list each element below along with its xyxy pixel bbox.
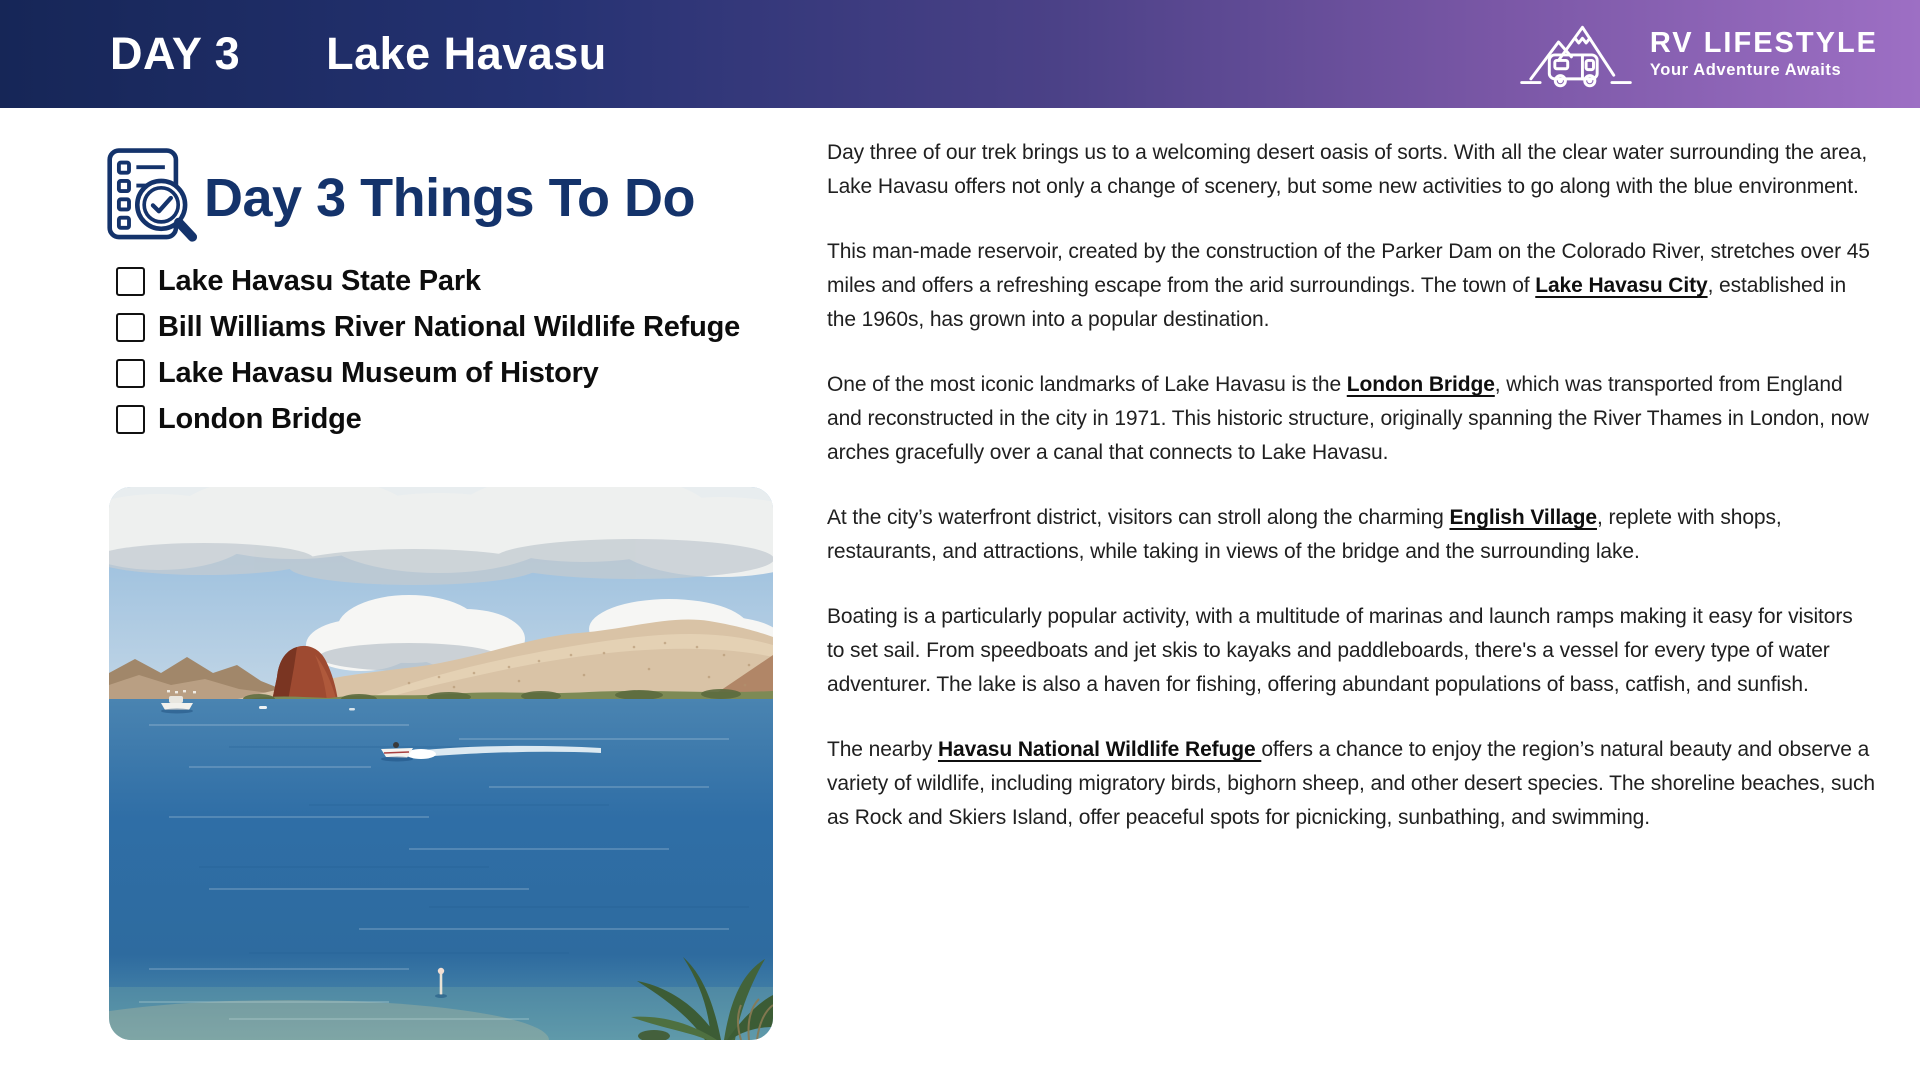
day-label: DAY 3 [110,28,241,79]
paragraph: Day three of our trek brings us to a welcoming desert oasis of sorts. With all the clear water surrounding the area, Lake Havasu offers not only a change of scenery, but some new activities to go along with the blue environment. [827,141,1868,198]
page-title: Day 3 Things To Do [204,167,696,228]
article [827,136,1875,866]
logo-text [1650,28,1878,80]
paragraph: This man-made reservoir, created by the construction of the Parker Dam on the Colorado River, stretches over 45 miles and offers a refreshing escape from the arid surroundings. The town of Lake Havasu City, established in the 1960s, has grown into a popular destination. [827,240,1870,331]
todo-item [116,396,740,442]
highlighted-term: English Village [1449,506,1597,529]
highlighted-term: Lake Havasu City [1535,274,1708,297]
lake-photo-image [109,487,773,1040]
paragraph: One of the most iconic landmarks of Lake Havasu is the London Bridge, which was transported from England and reconstructed in the city in 1971. This historic structure, originally spanning the River Thames in London, now arches gracefully over a canal that connects to Lake Havasu. [827,373,1869,464]
todo-item [116,350,740,396]
todo-item [116,258,740,304]
paragraph: At the city’s waterfront district, visitors can stroll along the charming English Village, replete with shops, restaurants, and attractions, while taking in views of the bridge and the surrounding lake. [827,506,1782,563]
todo-item-label: Lake Havasu State Park [158,264,481,297]
highlighted-term: Havasu National Wildlife Refuge [937,738,1262,761]
todo-item-label: Bill Williams River National Wildlife Refuge [158,310,741,343]
paragraph: The nearby Havasu National Wildlife Refuge offers a chance to enjoy the region’s natural beauty and observe a variety of wildlife, including migratory birds, bighorn sheep, and other desert species. The shoreline beaches, such as Rock and Skiers Island, offer peaceful spots for picnicking, sunbathing, and swimming. [827,738,1875,829]
todo-item-label: London Bridge [158,402,362,435]
todo-checkbox[interactable] [116,313,145,342]
todo-list [116,258,740,442]
todo-checkbox[interactable] [116,359,145,388]
header-title [110,28,607,80]
todo-heading-row [104,146,695,249]
paragraph: Boating is a particularly popular activity, with a multitude of marinas and launch ramps making it easy for visitors to set sail. From speedboats and jet skis to kayaks and paddleboards, there's a vessel for every type of water adventurer. The lake is also a haven for fishing, offering abundant populations of bass, catfish, and sunfish. [827,605,1853,696]
header-bar [0,0,1920,108]
lake-photo [109,487,773,1040]
brand-logo [1518,18,1878,90]
todo-item-label: Lake Havasu Museum of History [158,356,599,389]
brand-tagline: Your Adventure Awaits [1649,61,1842,80]
todo-checkbox[interactable] [116,405,145,434]
todo-checkbox[interactable] [116,267,145,296]
brand-name: RV LIFESTYLE [1649,26,1878,59]
location-label: Lake Havasu [326,28,607,79]
checklist-search-icon [104,146,200,249]
highlighted-term: London Bridge [1346,373,1495,396]
rv-mountains-icon [1518,18,1634,90]
todo-item [116,304,740,350]
